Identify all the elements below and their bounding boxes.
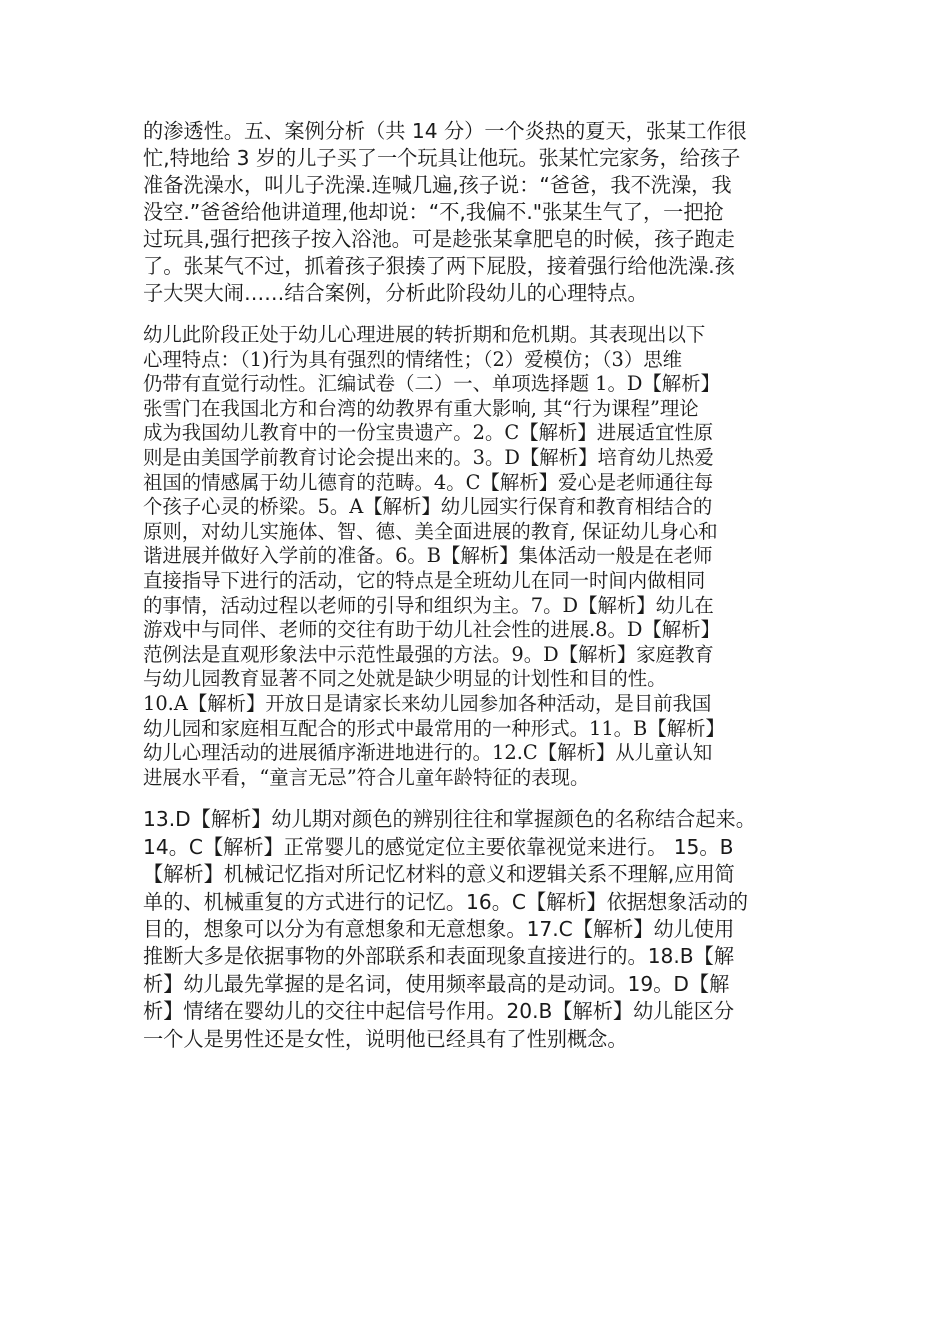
answer-analysis-paragraph-continued: 13.D【解析】幼儿期对颜色的辨别往往和掌握颜色的名称结合起来。 14。C【解析】正常婴儿的感觉定位主要依靠视觉来进行。 15。B 【解析】机械记忆指对所记忆材料的意义和逻辑关系不理解,应用简 单的、机械重复的方式进行的记忆。16。C【解析】依据想象活动的 目的，想象可以分为有意想象和无意想象。17.C【解析】幼儿使用 推断大多是依据事物的外部联系和表面现象直接进行的。18.B【解 析】幼儿最先掌握的是名词，使用频率最高的是动词。19。D【解 析】情绪在婴幼儿的交往中起信号作用。20.B【解析】幼儿能区分 一个人是男性还是女性，说明他已经具有了性别概念。 [143,807,756,1051]
document-page [143,118,815,1053]
answer-analysis-paragraph: 幼儿此阶段正处于幼儿心理进展的转折期和危机期。其表现出以下 心理特点：（1)行为具有强烈的情绪性；（2）爱模仿；（3）思维 仍带有直觉行动性。汇编试卷（二）一、单项选择题 1。D【解析】 张雪门在我国北方和台湾的幼教界有重大影响, 其“行为课程”理论 成为我国幼儿教育中的一份宝贵遗产。2。C【解析】进展适宜性原 则是由美国学前教育讨论会提出来的。3。D【解析】培育幼儿热爱 祖国的情感属于幼儿德育的范畴。4。C【解析】爱心是老师通往每 个孩子心灵的桥梁。5。A【解析】幼儿园实行保育和教育相结合的 原则，对幼儿实施体、智、德、美全面进展的教育, 保证幼儿身心和 谐进展并做好入学前的准备。6。B【解析】集体活动一般是在老师 直接指导下进行的活动，它的特点是全班幼儿在同一时间内做相同 的事情，活动过程以老师的引导和组织为主。7。D【解析】幼儿在 游戏中与同伴、老师的交往有助于幼儿社会性的进展.8。D【解析】 范例法是直观形象法中示范性最强的方法。9。D【解析】家庭教育 与幼儿园教育显著不同之处就是缺少明显的计划性和目的性。 10.A【解析】开放日是请家长来幼儿园参加各种活动，是目前我国 幼儿园和家庭相互配合的形式中最常用的一种形式。11。B【解析】 幼儿心理活动的进展循序渐进地进行的。12.C【解析】从儿童认知 进展水平看，“童言无忌”符合儿童年龄特征的表现。 [143,323,725,789]
case-analysis-paragraph: 的渗透性。五、案例分析（共 14 分）一个炎热的夏天，张某工作很 忙,特地给 3 岁的儿子买了一个玩具让他玩。张某忙完家务，给孩子 准备洗澡水，叫儿子洗澡.连喊几遍,孩子说：“爸爸，我不洗澡，我 没空.”爸爸给他讲道理,他却说：“不,我偏不."张某生气了，一把抢 过玩具,强行把孩子按入浴池。可是趁张某拿肥皂的时候，孩子跑走 了。张某气不过，抓着孩子狠揍了两下屁股，接着强行给他洗澡.孩 子大哭大闹……结合案例，分析此阶段幼儿的心理特点。 [143,119,747,305]
